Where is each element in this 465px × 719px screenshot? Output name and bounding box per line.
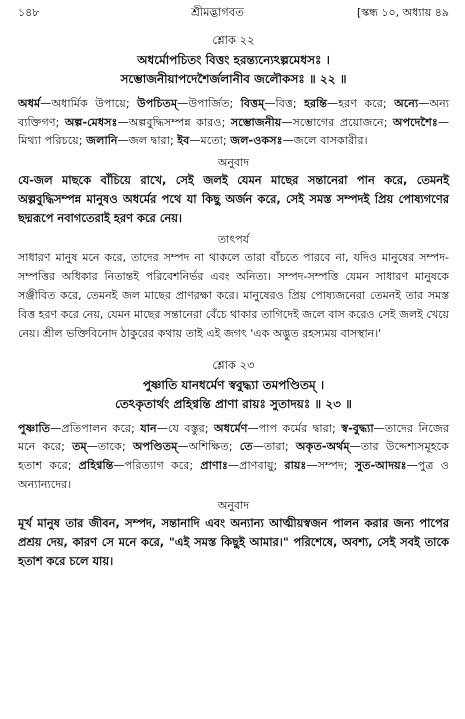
verse-22-purport-heading: তাৎপর্য [217, 232, 250, 246]
synonym-meaning: —সম্পদ; [306, 458, 355, 472]
synonym-term: উপচিতম্ [137, 97, 178, 110]
verse-22-purport: সাধারণ মানুষ মনে করে, তাদের সম্পদ না থাকলে তারা বাঁচতে পারবে না, যদিও মানুষের সম্পদ-সম্পত্তির অধিকার নিতান্তই পরিবেশনির্ভর এবং অনিত্য। সম্পদ-সম্পত্তি যেমন সাধারণ মানুষকে সঞ্জীবিত করে, তেমনই জল মাছের প্রাণরক্ষা করে। মানুষেরও প্রিয় পোষ্যজনেরা তেমনই তার সমস্ত বিত্ত হরণ করে নেয়, যেমন মাছের সন্তানেরা বেঁচে থাকার তাগিদেই জলে বাস করেও সেই জলই খেয়ে নেয়। শ্রীল ভক্তিবিনোদ ঠাকুরের কথায় তাই এই জগৎ 'এক অদ্ভুত রহস্যময় বাসস্থান।' [18, 250, 449, 340]
synonym-meaning: —পরিত্যাগ করে; [113, 458, 201, 472]
synonym-meaning: —হরণ করে; [327, 97, 395, 110]
synonym-term: জলানি [86, 134, 118, 148]
synonym-term: সুত-আদয়ঃ [354, 458, 407, 472]
synonym-term: সম্ভোজনীয় [230, 115, 282, 129]
synonym-meaning: —অন্য ব্যক্তিগণ; [18, 97, 449, 129]
book-title: শ্রীমদ্ভাগবত [191, 5, 244, 19]
synonym-term: ইব [177, 134, 190, 148]
verse-23-line-1: পুষ্ণাতি যানধর্মেণ স্ববুদ্ধ্যা তমপণ্ডিতম্ । [142, 377, 325, 392]
synonym-term: স্ব-বুদ্ধ্যা [341, 421, 374, 435]
synonym-meaning: —অল্পবুদ্ধিসম্পন্ন কারও; [117, 115, 231, 129]
synonym-meaning: —পাপ কর্মের দ্বারা; [247, 421, 342, 435]
synonym-term: অকৃত-অর্থম্ [295, 440, 350, 454]
page-number: ১৪৮ [18, 6, 40, 19]
synonym-term: অপদেশৈঃ [392, 115, 438, 129]
synonym-meaning: —উপার্জিত; [177, 97, 241, 110]
synonym-meaning: —মতো; [189, 134, 231, 148]
synonym-term: অধর্ম [18, 97, 41, 110]
synonym-meaning: —তাদের নিজের মনে করে; [18, 421, 450, 454]
verse-23-translation-heading: অনুবাদ [217, 499, 250, 513]
synonym-term: প্রহিণ্বন্তি [78, 458, 114, 472]
synonym-meaning: —যে বস্তুর; [156, 421, 215, 435]
verse-22-line-2: সম্ভোজনীয়াপদেশৈর্জলানীব জলৌকসঃ ॥ ২২ ॥ [120, 72, 347, 86]
verse-22-translation-heading: অনুবাদ [217, 155, 250, 169]
synonym-term: বিত্তম্ [240, 97, 265, 110]
synonym-meaning: —তার উদ্দেশ্যসমূহকে হতাশ করে; [18, 440, 449, 472]
synonym-term: হরন্তি [304, 97, 328, 110]
synonym-meaning: —অশিক্ষিত; [177, 440, 240, 454]
synonym-term: রায়ঃ [284, 458, 307, 472]
synonym-meaning: —প্রতিপালন করে; [50, 421, 141, 435]
verse-22-translation: যে-জল মাছকে বাঁচিয়ে রাখে, সেই জলই যেমন মাছের সন্তানেরা পান করে, তেমনই অল্পবুদ্ধিসম্পন্ন মানুষও অধর্মের পথে যা কিছু অর্জন করে, সেই সমস্ত সম্পদই প্রিয় পোষ্যগণের ছদ্মরূপে নবাগতেরাই হরণ করে নেয়। [18, 172, 449, 225]
synonym-term: অধর্মেণ [214, 421, 248, 435]
synonym-meaning: —মিথ্যা পরিচয়ে; [18, 115, 450, 148]
verse-23-translation: মূর্খ মানুষ তার জীবন, সম্পদ, সন্তানাদি এবং অন্যান্য আত্মীয়স্বজন পালন করার জন্য পাপের প্রশ্রয় দেয়, কারণ সে মনে করে, "এই সমস্ত কিছুই আমার।" পরিশেষে, অবশ্য, সেই সবই তাকে হতাশ করে চলে যায়। [18, 516, 449, 569]
synonym-meaning: —তাকে; [86, 440, 133, 454]
synonym-meaning: —অধার্মিক উপায়ে; [40, 97, 137, 110]
chapter-reference: [স্কন্ধ ১০, অধ্যায় ৪৯ [356, 6, 449, 19]
synonym-meaning: —সম্ভোগের প্রয়োজনে; [281, 115, 393, 129]
synonym-term: অল্প-মেধসঃ [64, 115, 118, 129]
verse-23-synonyms [18, 420, 449, 494]
synonym-term: অপণ্ডিতম্ [132, 440, 178, 454]
synonym-term: অন্যে [394, 97, 419, 110]
synonym-term: তে [239, 440, 253, 454]
synonym-term: তম্ [72, 440, 87, 454]
synonym-meaning: —প্রাণবায়ু; [227, 458, 285, 472]
synonym-term: পুষ্ণাতি [18, 421, 51, 435]
synonym-meaning: —জলে বাসকারীর। [282, 134, 368, 148]
synonym-meaning: —তারা; [252, 440, 296, 454]
page-header [18, 4, 449, 24]
synonym-term: জল-ওকসঃ [230, 134, 283, 148]
verse-23-label: শ্লোক ২৩ [212, 357, 255, 372]
synonym-meaning: —জল দ্বারা; [117, 134, 178, 148]
synonym-meaning: —পুত্র ও অন্যান্যদের। [18, 458, 450, 491]
synonym-term: যান [140, 421, 157, 435]
verse-23-line-2: তেঽকৃতার্থং প্রহিণ্বন্তি প্রাণা রায়ঃ সুতাদয়ঃ ॥ ২৩ ॥ [115, 396, 352, 411]
verse-22-synonyms [18, 95, 449, 151]
synonym-term: প্রাণাঃ [200, 458, 228, 472]
verse-22-line-1: অধর্মোপচিতং বিত্তং হরন্ত্যন্যেঽল্পমেধসঃ । [137, 53, 330, 67]
verse-22-label: শ্লোক ২২ [212, 33, 255, 47]
synonym-meaning: —বিত্ত; [264, 97, 305, 110]
